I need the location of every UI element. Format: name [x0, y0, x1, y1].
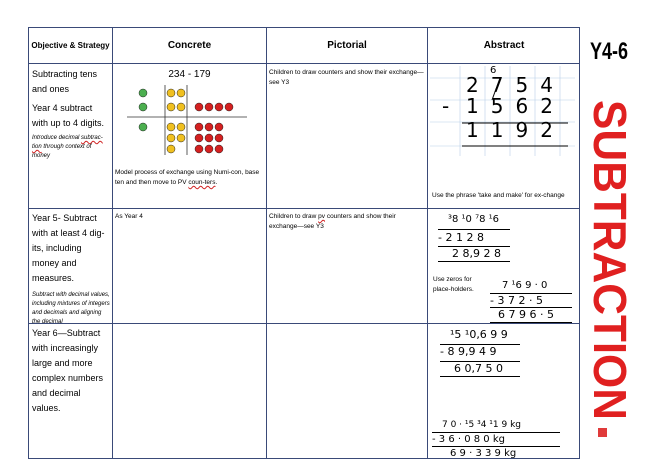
sum3-mid: - 8 9,9 4 9 — [440, 344, 520, 359]
row-divider — [29, 208, 579, 209]
red-square-marker — [598, 428, 607, 437]
row2-pictorial: Children to draw pv counters and show their exchange—see Y3 — [269, 213, 396, 230]
header-concrete: Concrete — [167, 40, 212, 51]
sum1-top: ³8 ¹0 ⁷8 ¹6 — [448, 214, 500, 225]
subtraction-title — [584, 100, 636, 435]
row1-objective-title: Subtracting tens and ones — [32, 69, 98, 94]
row1-objective — [32, 67, 110, 161]
sum3-top: ¹5 ¹0,6 9 9 — [450, 328, 508, 341]
row2-abstract — [430, 211, 579, 321]
sum4-top: 7 0 · ¹5 ³4 ¹1 9 kg — [442, 420, 521, 430]
column-divider — [112, 28, 113, 458]
column-divider — [427, 28, 428, 458]
header-pictorial: Pictorial — [327, 40, 367, 51]
header-abstract: Abstract — [483, 40, 525, 51]
sum2-mid: - 3 7 2 · 5 — [490, 293, 572, 308]
carry-digit: 6 — [490, 65, 497, 76]
sum-answer-row: 1192 — [466, 118, 565, 142]
strategy-table — [28, 27, 580, 459]
counters-diagram — [127, 85, 247, 155]
sum1-answer: 2 8,9 2 8 — [438, 246, 510, 262]
row-divider — [29, 323, 579, 324]
zeros-tip: Use zeros for place-holders. — [433, 276, 474, 293]
row2-objective — [32, 211, 110, 327]
sum3-answer: 6 0,7 5 0 — [440, 361, 520, 377]
minus-sign: - — [442, 94, 450, 118]
row1-concrete — [115, 67, 264, 205]
row2-concrete: As Year 4 — [115, 213, 143, 220]
row1-abstract — [430, 66, 579, 206]
row1-note: Introduce decimal subtrac-tion through context of money — [32, 135, 103, 159]
row1-pictorial: Children to draw counters and show their exchange—see Y3 — [269, 69, 424, 86]
row1-objective-sub: Year 4 subtract with up to 4 digits. — [32, 103, 105, 128]
concrete-equation: 234 - 179 — [168, 69, 211, 80]
row3-abstract — [430, 326, 579, 458]
row2-note: Subtract with decimal values, including mixtures of integers and decimals and aligning the decimal — [32, 292, 110, 325]
abstract-tip: Use the phrase 'take and make' for ex-change — [432, 192, 565, 199]
row3-objective: Year 6—Subtract with increasingly large and more complex numbers and decimal values. — [32, 328, 104, 413]
sum-mid-row: 1562 — [466, 94, 565, 118]
year-label: Y4-6 — [589, 38, 629, 65]
header-objective: Objective & Strategy — [31, 41, 110, 50]
sum4-mid: - 3 6 · 0 8 0 kg — [432, 432, 560, 447]
row-divider — [29, 63, 579, 64]
row2-objective-title: Year 5- Subtract with at least 4 dig-its, including money and measures. — [32, 213, 105, 283]
sum2-answer: 6 7 9 6 · 5 — [490, 307, 572, 323]
sum-top-row: 2754 — [466, 73, 565, 97]
sum4-answer: 6 9 · 3 3 9 kg — [432, 446, 560, 461]
concrete-description: Model process of exchange using Numi-con, base ten and then move to PV coun-ters. — [115, 169, 260, 186]
column-divider — [266, 28, 267, 458]
sum2-top: 7 ¹6 9 · 0 — [502, 280, 548, 291]
sum1-mid: - 2 1 2 8 — [438, 229, 510, 245]
subtraction-title-text: SUBTRACTION — [584, 100, 636, 435]
